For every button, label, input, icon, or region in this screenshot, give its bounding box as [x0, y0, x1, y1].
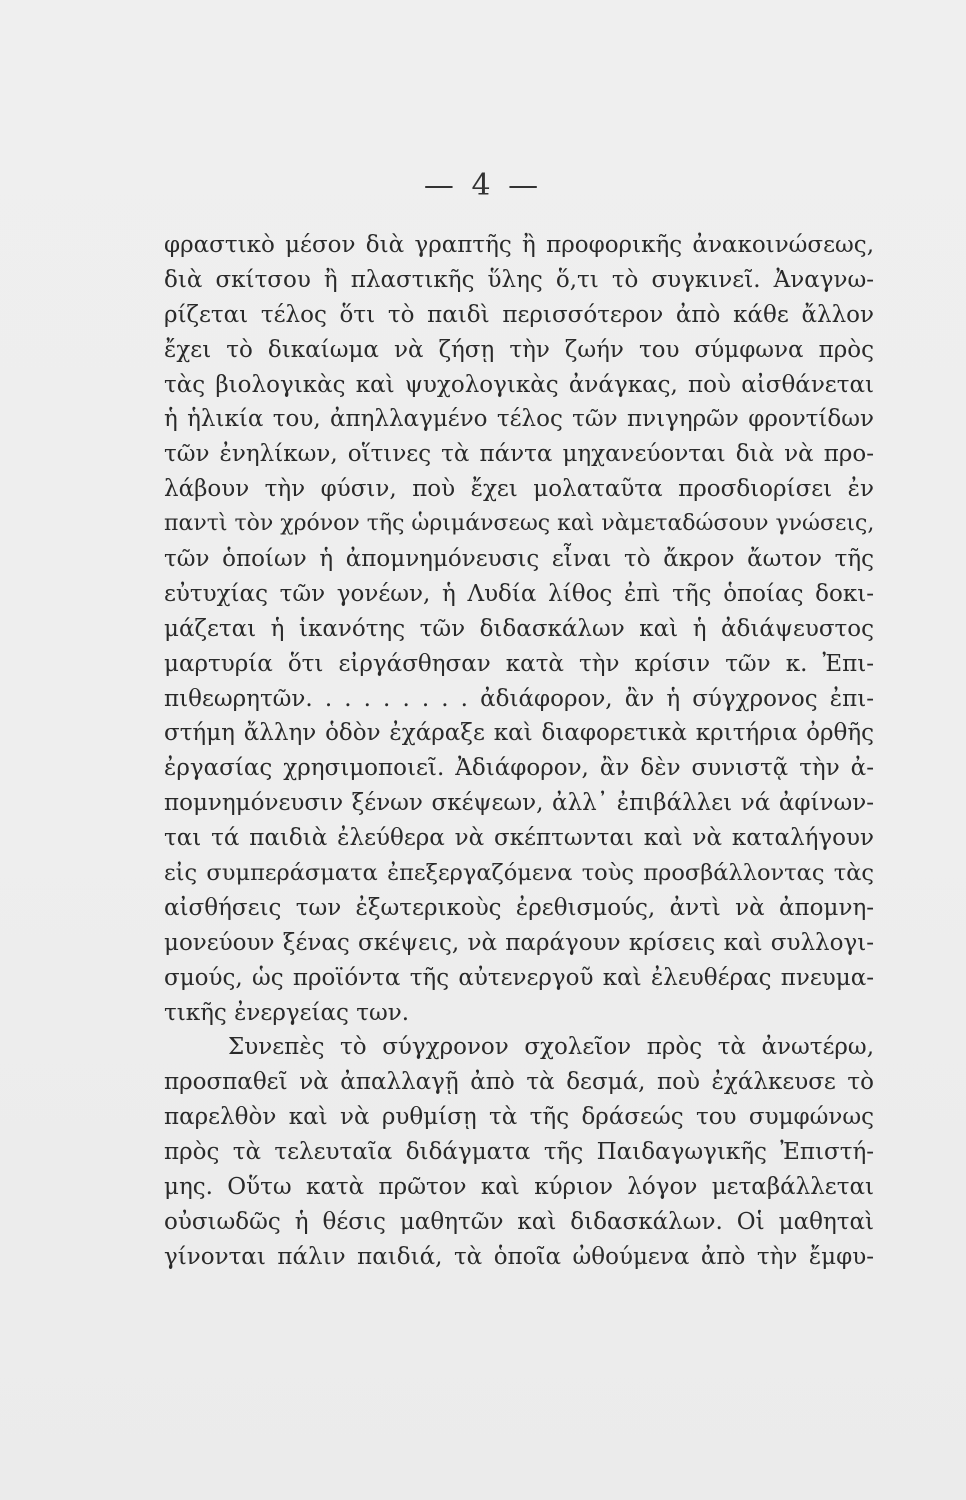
- text-line: ἡ ἡλικία του, ἀπηλλαγμένο τέλος τῶν πνιγηρῶν φροντίδων: [164, 406, 874, 433]
- text-line: μαρτυρία ὅτι εἰργάσθησαν κατὰ τὴν κρίσιν τῶν κ. Ἐπι-: [164, 650, 874, 677]
- text-line: ἔχει τὸ δικαίωμα νὰ ζήσῃ τὴν ζωήν του σύμφωνα πρὸς: [164, 336, 874, 363]
- text-line: στήμη ἄλλην ὁδὸν ἐχάραξε καὶ διαφορετικὰ κριτήρια ὀρθῆς: [164, 720, 874, 747]
- text-line: σμούς, ὡς προϊόντα τῆς αὐτενεργοῦ καὶ ἐλευθέρας πνευμα-: [164, 964, 874, 991]
- text-line: ἐργασίας χρησιμοποιεῖ. Ἀδιάφορον, ἂν δὲν συνιστᾷ τὴν ἀ-: [164, 755, 874, 782]
- text-line: πομνημόνευσιν ξένων σκέψεων, ἀλλ᾿ ἐπιβάλλει νά ἀφίνων-: [164, 790, 874, 817]
- text-line: γίνονται πάλιν παιδιά, τὰ ὁποῖα ὠθούμενα ἀπὸ τὴν ἔμφυ-: [164, 1243, 874, 1270]
- text-line: ρίζεται τέλος ὅτι τὸ παιδὶ περισσότερον ἀπὸ κάθε ἄλλον: [164, 301, 874, 328]
- text-line: οὐσιωδῶς ἡ θέσις μαθητῶν καὶ διδασκάλων. Οἱ μαθηταὶ: [164, 1208, 874, 1235]
- text-line: τὰς βιολογικὰς καὶ ψυχολογικὰς ἀνάγκας, ποὺ αἰσθάνεται: [164, 371, 874, 398]
- text-line: φραστικὸ μέσον διὰ γραπτῆς ἢ προφορικῆς ἀνακοινώσεως,: [164, 232, 874, 258]
- body-text: [164, 228, 874, 1275]
- text-line: μονεύουν ξένας σκέψεις, νὰ παράγουν κρίσεις καὶ συλλογι-: [164, 929, 874, 956]
- text-line: ται τά παιδιὰ ἐλεύθερα νὰ σκέπτωνται καὶ νὰ καταλήγουν: [164, 825, 874, 852]
- text-line: λάβουν τὴν φύσιν, ποὺ ἔχει μολαταῦτα προσδιορίσει ἐν: [164, 476, 874, 503]
- text-line: εἰς συμπεράσματα ἐπεξεργαζόμενα τοὺς προσβάλλοντας τὰς: [164, 860, 874, 887]
- text-line: εὐτυχίας τῶν γονέων, ἡ Λυδία λίθος ἐπὶ τῆς ὁποίας δοκι-: [164, 580, 874, 607]
- text-line: διὰ σκίτσου ἢ πλαστικῆς ὕλης ὅ,τι τὸ συγκινεῖ. Ἀναγνω-: [164, 266, 874, 293]
- text-line: τῶν ὁποίων ἡ ἀπομνημόνευσις εἶναι τὸ ἄκρον ἄωτον τῆς: [164, 546, 874, 573]
- text-line: παντὶ τὸν χρόνον τῆς ὡριμάνσεως καὶ νὰμεταδώσουν γνώσεις,: [164, 511, 874, 537]
- text-line: παρελθὸν καὶ νὰ ρυθμίσῃ τὰ τῆς δράσεώς του συμφώνως: [164, 1104, 874, 1131]
- text-line: αἰσθήσεις των ἐξωτερικοὺς ἐρεθισμούς, ἀντὶ νὰ ἀπομνη-: [164, 894, 874, 921]
- paragraph-start-line: Συνεπὲς τὸ σύγχρονον σχολεῖον πρὸς τὰ ἀνωτέρω,: [228, 1034, 874, 1061]
- text-line: μάζεται ἡ ἱκανότης τῶν διδασκάλων καὶ ἡ ἀδιάψευστος: [164, 615, 874, 642]
- text-line: μης. Οὕτω κατὰ πρῶτον καὶ κύριον λόγον μεταβάλλεται: [164, 1174, 874, 1201]
- text-line: τικῆς ἐνεργείας των.: [164, 999, 410, 1026]
- page-number: — 4 —: [423, 168, 543, 203]
- text-line: πρὸς τὰ τελευταῖα διδάγματα τῆς Παιδαγωγικῆς Ἐπιστή-: [164, 1139, 874, 1166]
- text-line: τῶν ἐνηλίκων, οἵτινες τὰ πάντα μηχανεύονται διὰ νὰ προ-: [164, 441, 874, 468]
- text-line: προσπαθεῖ νὰ ἀπαλλαγῇ ἀπὸ τὰ δεσμά, ποὺ ἐχάλκευσε τὸ: [164, 1069, 874, 1096]
- text-line: πιθεωρητῶν. . . . . . . . . ἀδιάφορον, ἂν ἡ σύγχρονος ἐπι-: [164, 685, 874, 712]
